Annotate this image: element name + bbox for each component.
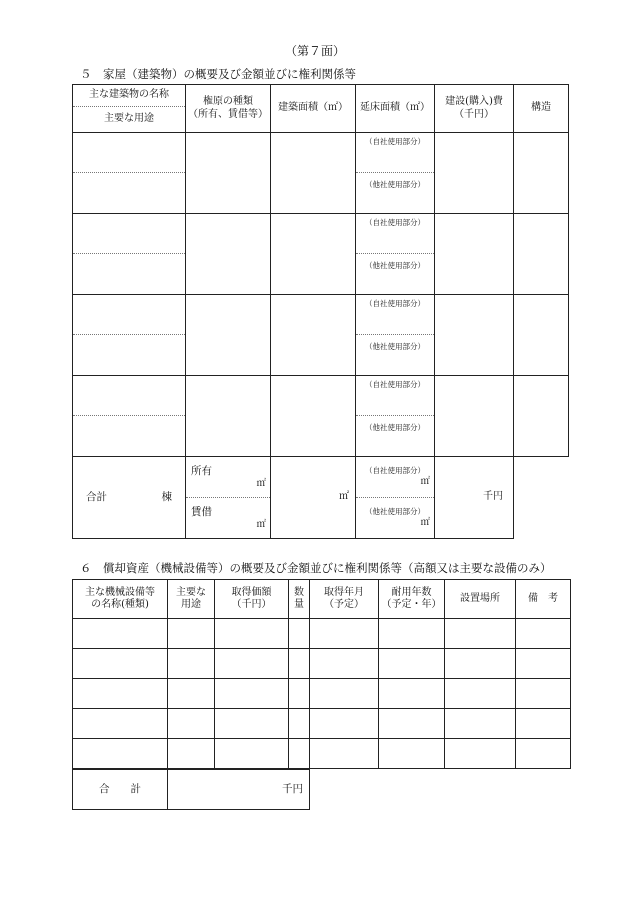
section5-title: ５ 家屋（建築物）の概要及び金額並びに権利関係等 <box>80 67 356 81</box>
page-number: （第７面） <box>284 44 345 58</box>
table-row <box>73 739 571 769</box>
equipment-name-cell[interactable] <box>73 709 168 739</box>
remarks-cell[interactable] <box>516 679 571 709</box>
location-cell[interactable] <box>445 679 516 709</box>
equipment-table <box>72 579 571 769</box>
own-use-cell[interactable]: （自社使用部分） <box>356 214 435 254</box>
main-use-cell[interactable] <box>168 709 215 739</box>
own-use-cell[interactable]: （自社使用部分） <box>356 133 435 173</box>
price-cell[interactable] <box>215 739 289 769</box>
main-use-cell[interactable] <box>168 649 215 679</box>
remarks-cell[interactable] <box>516 739 571 769</box>
date-cell[interactable] <box>310 679 379 709</box>
life-cell[interactable] <box>379 619 445 649</box>
own-use-cell[interactable]: （自社使用部分） <box>356 295 435 335</box>
main-use-cell[interactable] <box>168 739 215 769</box>
right-type-cell[interactable] <box>186 295 271 376</box>
header-remarks: 備 考 <box>516 580 571 619</box>
life-cell[interactable] <box>379 679 445 709</box>
main-use-cell[interactable] <box>73 254 186 295</box>
total-own-use-cell[interactable]: （自社使用部分） ㎡ <box>356 457 435 498</box>
date-cell[interactable] <box>310 619 379 649</box>
right-type-cell[interactable] <box>186 133 271 214</box>
building-name-cell[interactable] <box>73 376 186 416</box>
location-cell[interactable] <box>445 649 516 679</box>
total-structure-blank <box>514 457 569 539</box>
header-building-area: 建築面積（㎡） <box>271 85 356 133</box>
header-floor-area: 延床面積（㎡） <box>356 85 435 133</box>
date-cell[interactable] <box>310 649 379 679</box>
header-location: 設置場所 <box>445 580 516 619</box>
equipment-name-cell[interactable] <box>73 679 168 709</box>
main-use-cell[interactable] <box>168 679 215 709</box>
cost-cell[interactable] <box>435 376 514 457</box>
location-cell[interactable] <box>445 709 516 739</box>
total-row-label: 合計 棟 <box>73 457 186 539</box>
life-cell[interactable] <box>379 649 445 679</box>
life-cell[interactable] <box>379 709 445 739</box>
total-cost-cell[interactable]: 千円 <box>435 457 514 539</box>
remarks-cell[interactable] <box>516 649 571 679</box>
remarks-cell[interactable] <box>516 619 571 649</box>
equipment-total-value-cell[interactable] <box>168 770 310 810</box>
location-cell[interactable] <box>445 619 516 649</box>
building-area-cell[interactable] <box>271 295 356 376</box>
equipment-total-table <box>72 769 310 810</box>
table-row <box>73 619 571 649</box>
header-equipment-name: 主な機械設備等 の名称(種類) <box>73 580 168 619</box>
total-building-area-cell[interactable]: ㎡ <box>271 457 356 539</box>
quantity-cell[interactable] <box>289 739 310 769</box>
header-structure: 構造 <box>514 85 569 133</box>
structure-cell[interactable] <box>514 295 569 376</box>
building-area-cell[interactable] <box>271 214 356 295</box>
cost-cell[interactable] <box>435 295 514 376</box>
building-area-cell[interactable] <box>271 133 356 214</box>
building-area-cell[interactable] <box>271 376 356 457</box>
header-cost: 建設(購入)費 （千円） <box>435 85 514 133</box>
equipment-name-cell[interactable] <box>73 619 168 649</box>
other-use-cell[interactable]: （他社使用部分） <box>356 254 435 295</box>
header-right-type: 権原の種類 （所有、賃借等） <box>186 85 271 133</box>
header-quantity: 数 量 <box>289 580 310 619</box>
life-cell[interactable] <box>379 739 445 769</box>
building-name-cell[interactable] <box>73 295 186 335</box>
header-main-use: 主要な用途 <box>73 107 186 133</box>
date-cell[interactable] <box>310 739 379 769</box>
quantity-cell[interactable] <box>289 619 310 649</box>
right-type-cell[interactable] <box>186 214 271 295</box>
location-cell[interactable] <box>445 739 516 769</box>
price-cell[interactable] <box>215 709 289 739</box>
main-use-cell[interactable] <box>168 619 215 649</box>
building-table <box>72 84 569 539</box>
structure-cell[interactable] <box>514 214 569 295</box>
equipment-total-unit: 千円 <box>282 782 303 795</box>
quantity-cell[interactable] <box>289 679 310 709</box>
header-building-name: 主な建築物の名称 <box>73 85 186 107</box>
quantity-cell[interactable] <box>289 709 310 739</box>
date-cell[interactable] <box>310 709 379 739</box>
header-main-use: 主要な 用途 <box>168 580 215 619</box>
equipment-total-label: 合 計 <box>73 770 168 810</box>
cost-cell[interactable] <box>435 133 514 214</box>
cost-cell[interactable] <box>435 214 514 295</box>
equipment-name-cell[interactable] <box>73 649 168 679</box>
building-name-cell[interactable] <box>73 133 186 173</box>
total-unit-buildings: 棟 <box>161 490 172 503</box>
quantity-cell[interactable] <box>289 649 310 679</box>
price-cell[interactable] <box>215 649 289 679</box>
total-other-use-cell[interactable]: （他社使用部分） ㎡ <box>356 498 435 539</box>
own-use-cell[interactable]: （自社使用部分） <box>356 376 435 416</box>
header-acquisition-price: 取得価額 （千円） <box>215 580 289 619</box>
price-cell[interactable] <box>215 679 289 709</box>
building-name-cell[interactable] <box>73 214 186 254</box>
header-acquisition-date: 取得年月 （予定） <box>310 580 379 619</box>
main-use-cell[interactable] <box>73 335 186 376</box>
total-owned-cell[interactable]: 所有 ㎡ <box>186 457 271 498</box>
main-use-cell[interactable] <box>73 173 186 214</box>
header-useful-life: 耐用年数 （予定・年） <box>379 580 445 619</box>
structure-cell[interactable] <box>514 376 569 457</box>
section6-title: ６ 償却資産（機械設備等）の概要及び金額並びに権利関係等（高額又は主要な設備のみ） <box>80 561 552 575</box>
structure-cell[interactable] <box>514 133 569 214</box>
equipment-name-cell[interactable] <box>73 739 168 769</box>
table-row <box>73 649 571 679</box>
total-leased-cell[interactable]: 賃借 ㎡ <box>186 498 271 539</box>
main-use-cell[interactable] <box>73 416 186 457</box>
remarks-cell[interactable] <box>516 709 571 739</box>
price-cell[interactable] <box>215 619 289 649</box>
other-use-cell[interactable]: （他社使用部分） <box>356 416 435 457</box>
other-use-cell[interactable]: （他社使用部分） <box>356 335 435 376</box>
right-type-cell[interactable] <box>186 376 271 457</box>
other-use-cell[interactable]: （他社使用部分） <box>356 173 435 214</box>
table-row <box>73 709 571 739</box>
table-row <box>73 679 571 709</box>
